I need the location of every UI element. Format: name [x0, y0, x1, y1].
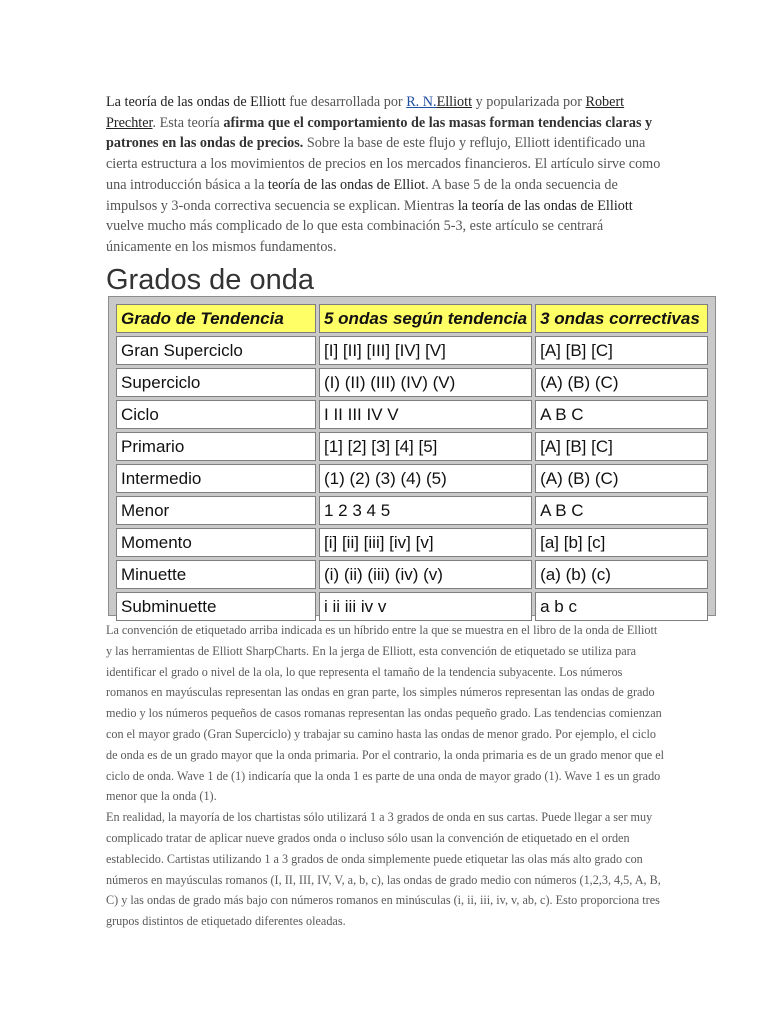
- wave-degrees-table-frame: [108, 296, 716, 616]
- degree-cell: Intermedio: [116, 464, 316, 493]
- impulse-waves-cell: [1] [2] [3] [4] [5]: [319, 432, 532, 461]
- intro-text: . A base 5 de la onda secuencia de impulsos y 3-onda correctiva secuencia se explican. Mientras: [106, 176, 618, 214]
- article-body: [106, 620, 666, 932]
- body-paragraph-labeling: La convención de etiquetado arriba indicada es un híbrido entre la que se muestra en el libro de la onda de Elliott y las herramientas de Elliott SharpCharts. En la jerga de Elliott, esta convención de etiquetado se utiliza para identificar el grado o nivel de la ola, lo que representa el tamaño de la tendencia subyacente. Los números romanos en mayúsculas representan las ondas en gran parte, los simples números representan las ondas de grado medio y los números pequeños de casos romanas representan las ondas pequeño grado. Las tendencias comienzan con el mayor grado (Gran Superciclo) y trabajar su camino hasta las ondas de menor grado. Por ejemplo, el ciclo de onda es de un grado mayor que la onda primaria. Por el contrario, la onda primaria es de un grado menor que el ciclo de onda. Wave 1 de (1) indicaría que la onda 1 es parte de una onda de mayor grado (1). Wave 1 es un grado menor que la onda (1).: [106, 623, 665, 804]
- degree-cell: Minuette: [116, 560, 316, 589]
- table-row: [116, 336, 708, 365]
- degree-cell: Subminuette: [116, 592, 316, 621]
- corrective-waves-cell: A B C: [535, 496, 708, 525]
- header-cell: 3 ondas correctivas: [535, 304, 708, 333]
- corrective-waves-cell: (A) (B) (C): [535, 464, 708, 493]
- impulse-waves-cell: (1) (2) (3) (4) (5): [319, 464, 532, 493]
- intro-text: . Esta teoría: [152, 114, 224, 131]
- corrective-waves-cell: [A] [B] [C]: [535, 336, 708, 365]
- corrective-waves-cell: A B C: [535, 400, 708, 429]
- degree-cell: Momento: [116, 528, 316, 557]
- intro-text: fue desarrollada por: [285, 94, 407, 110]
- table-row: [116, 400, 708, 429]
- degree-cell: Menor: [116, 496, 316, 525]
- body-paragraph-practice: En realidad, la mayoría de los chartistas sólo utilizará 1 a 3 grados de onda en sus cartas. Puede llegar a ser muy complicado tratar de aplicar nueve grados onda o incluso sólo usan la convención de etiquetado en el orden establecido. Cartistas utilizando 1 a 3 grados de onda simplemente puede etiquetar las olas más alto grado con números en mayúsculas romanos (I, II, III, IV, V, a, b, c), las ondas de grado medio con números (1,2,3, 4,5, A, B, C) y las ondas de grado más bajo con números romanos en minúsculas (i, ii, iii, iv, v, ab, c). Esto proporciona tres grupos distintos de etiquetado diferentes oleadas.: [106, 810, 661, 929]
- header-cell: 5 ondas según tendencia: [319, 304, 532, 333]
- article-intro-block: [106, 92, 666, 298]
- impulse-waves-cell: (I) (II) (III) (IV) (V): [319, 368, 532, 397]
- intro-lead: La teoría de las ondas de Elliott: [106, 94, 286, 110]
- intro-bold-statement: afirma que el comportamiento de las masas forman tendencias claras y patrones en las ondas de precios.: [106, 114, 653, 152]
- impulse-waves-cell: [I] [II] [III] [IV] [V]: [319, 336, 532, 365]
- wave-degrees-table: [113, 301, 711, 624]
- table-row: [116, 528, 708, 557]
- degree-cell: Superciclo: [116, 368, 316, 397]
- impulse-waves-cell: I II III IV V: [319, 400, 532, 429]
- impulse-waves-cell: (i) (ii) (iii) (iv) (v): [319, 560, 532, 589]
- header-cell: Grado de Tendencia: [116, 304, 316, 333]
- intro-text: Sobre la base de este flujo y reflujo, Elliott identificado una cierta estructura a los movimientos de precios en los mercados financieros. El artículo sirve como una introducción básica a la: [106, 135, 661, 193]
- corrective-waves-cell: [a] [b] [c]: [535, 528, 708, 557]
- table-row: [116, 560, 708, 589]
- corrective-waves-cell: (a) (b) (c): [535, 560, 708, 589]
- corrective-waves-cell: (A) (B) (C): [535, 368, 708, 397]
- table-row: [116, 464, 708, 493]
- impulse-waves-cell: i ii iii iv v: [319, 592, 532, 621]
- intro-text: vuelve mucho más complicado de lo que esta combinación 5-3, este artículo se centrará únicamente en los mismos fundamentos.: [106, 218, 604, 255]
- degree-cell: Gran Superciclo: [116, 336, 316, 365]
- corrective-waves-cell: [A] [B] [C]: [535, 432, 708, 461]
- impulse-waves-cell: 1 2 3 4 5: [319, 496, 532, 525]
- table-row: [116, 496, 708, 525]
- section-heading: Grados de onda: [106, 263, 314, 296]
- degree-cell: Primario: [116, 432, 316, 461]
- table-row: [116, 592, 708, 621]
- link-robert-prechter[interactable]: Robert Prechter: [106, 94, 625, 131]
- table-row: [116, 432, 708, 461]
- link-elliott[interactable]: Elliott: [436, 94, 473, 110]
- link-rn[interactable]: R. N.: [406, 94, 437, 110]
- intro-highlight: teoría de las ondas de Elliot: [267, 176, 426, 193]
- intro-highlight: la teoría de las ondas de Elliott: [457, 197, 633, 214]
- impulse-waves-cell: [i] [ii] [iii] [iv] [v]: [319, 528, 532, 557]
- intro-paragraph: [106, 92, 666, 258]
- intro-text: y popularizada por: [472, 94, 586, 110]
- degree-cell: Ciclo: [116, 400, 316, 429]
- table-row: [116, 368, 708, 397]
- table-header-row: [116, 304, 708, 333]
- corrective-waves-cell: a b c: [535, 592, 708, 621]
